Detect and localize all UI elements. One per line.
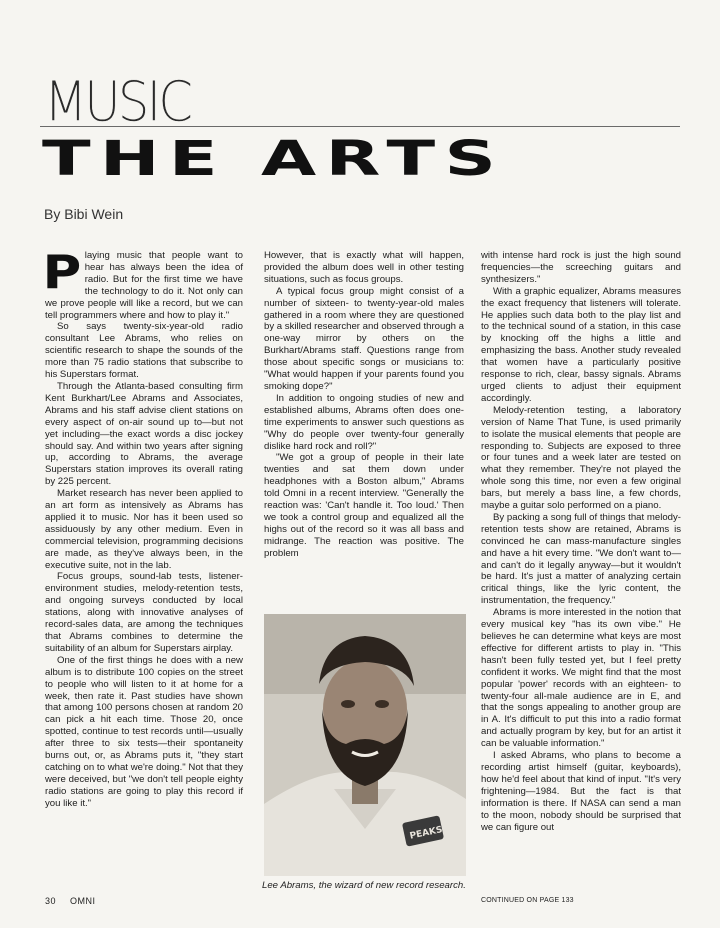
paragraph: One of the first things he does with a new album is to distribute 100 copies on the street to people who will listen to it at home for a week, then rate it. Past studies have shown that among 100 persons chosen at random 20 can pick a hit each time. Those 20, once spotted, continue to test records until—usually after three to six tests—their spontaneity burns out, or, as Abrams puts it, "they start catching on to what we're doing." Not that they were deceived, but "we don't tell people eighty radio stations are going to play this record if you like it." [45, 654, 243, 809]
paragraph: A typical focus group might consist of a number of sixteen- to twenty-year-old males gathered in a room where they are questioned by a skilled researcher and observed through a one-way mirror by others on the Burkhart/Abrams staff. Questions range from those about specific songs or musicians to: "What would happen if your parents found you smoking dope?" [264, 285, 464, 392]
paragraph: Melody-retention testing, a laboratory version of Name That Tune, is used primarily to isolate the musical elements that people are responding to. Subjects are exposed to three or four tunes and a week later are tested on what they remember. They're not played the whole song this time, nor even a few original bars, but merely a bass line, a few chords, maybe a guitar solo performed on a piano. [481, 404, 681, 512]
byline: By Bibi Wein [44, 206, 124, 222]
portrait-photo [264, 614, 466, 876]
paragraph: In addition to ongoing studies of new and established albums, Abrams often does one-time experiments to answer such questions as "Why do people over twenty-four generally dislike hard rock and roll?" [264, 392, 464, 452]
portrait-illustration [264, 614, 466, 876]
continued-link[interactable]: CONTINUED ON PAGE 133 [481, 897, 574, 904]
photo-caption: Lee Abrams, the wizard of new record research. [262, 880, 466, 891]
page-folio [45, 896, 110, 906]
magazine-name: OMNI [70, 896, 96, 906]
paragraph: with intense hard rock is just the high sound frequencies—the screeching guitars and synthesizers." [481, 250, 681, 285]
paragraph: Playing music that people want to hear has always been the idea of radio. But for the first time we have the technology to do it. Not only can we prove people will like a record, but we can tell programmers where and how to play it." [42, 245, 243, 321]
paragraph: Market research has never been applied to an art form as intensively as Abrams has applied it to music. Nor has it been used so assiduously by any other medium. Even in commercial television, programming decisions are made, as they've always been, in the executive suite, not in the lab. [45, 488, 243, 571]
paragraph: Abrams is more interested in the notion that every musical key "has its own vibe." He believes he can determine what keys are most effective for different artists to play in. "This hasn't been fully tested yet, but I feel pretty confident it works. We might find that the most popular 'power' records with an eighteen- to twenty-four all-male audience are in E, and that the songs appealing to another group are in A. It's difficult to put this into a radio format and actually program by key, but for an artist it can be valuable information." [481, 607, 681, 750]
article-column-3 [481, 250, 681, 833]
page-number: 30 [45, 896, 57, 906]
shirt-patch-text: PEAKS [408, 825, 444, 842]
paragraph: However, that is exactly what will happen, provided the album does well in other testing situations, such as focus groups. [264, 250, 464, 285]
drop-cap: P [42, 245, 82, 299]
header-rule [40, 126, 680, 127]
article-column-2 [264, 250, 464, 560]
paragraph: "We got a group of people in their late twenties and sat them down under headphones with a Boston album," Abrams told Omni in a recent interview. "Generally the reaction was: 'Can't handle it. Too loud.' Then we took a control group and equalized all the highs out of the record so it was all bass and midrange. The reaction was positive. The problem [264, 452, 464, 559]
paragraph: Through the Atlanta-based consulting firm Kent Burkhart/Lee Abrams and Associates, Abrams and his staff advise client stations on every aspect of on-air sound up to—but not yet including—the exact words a disc jockey should say. And within two years after signing up, according to Abrams, the average Superstars station improves its overall rating by 225 percent. [45, 380, 243, 488]
paragraph: So says twenty-six-year-old radio consultant Lee Abrams, who relies on scientific research to shape the sounds of the more than 75 radio stations that subscribe to his Superstars format. [45, 321, 243, 381]
paragraph: By packing a song full of things that melody-retention tests show are retained, Abrams is convinced he can mass-manufacture singles and have a hit every time. "We don't want to—and can't do it legally anyway—but it wouldn't be hard. It's just a matter of analyzing certain critical things, like the lyric content, the instrumentation, the frequency." [481, 511, 681, 607]
paragraph: With a graphic equalizer, Abrams measures the exact frequency that listeners will tolerate. He applies such data both to the play list and to the technical sound of a station, in this case by knocking off the highs a little and emphasizing the bass. Another study revealed that women have a particularly positive response to rich, clear, bassy signals. Abrams urged clients to adjust their equipment accordingly. [481, 285, 681, 404]
article-column-1 [42, 245, 243, 810]
page-title: THE ARTS [42, 130, 506, 187]
paragraph: Focus groups, sound-lab tests, listener-environment studies, melody-retention tests, and ongoing surveys conducted by local stations, along with innovative analyses of record-sales data, are among the techniques that Abrams combines to determine the suitability of an album for Superstars airplay. [45, 571, 243, 654]
paragraph: I asked Abrams, who plans to become a recording artist himself (guitar, keyboards), how he'd feel about that kind of input. "It's very frightening—1984. But the fact is that information is there. If NASA can send a man to the moon, nobody should be surprised that we can figure out [481, 750, 681, 833]
section-heading: MUSIC [44, 70, 191, 134]
